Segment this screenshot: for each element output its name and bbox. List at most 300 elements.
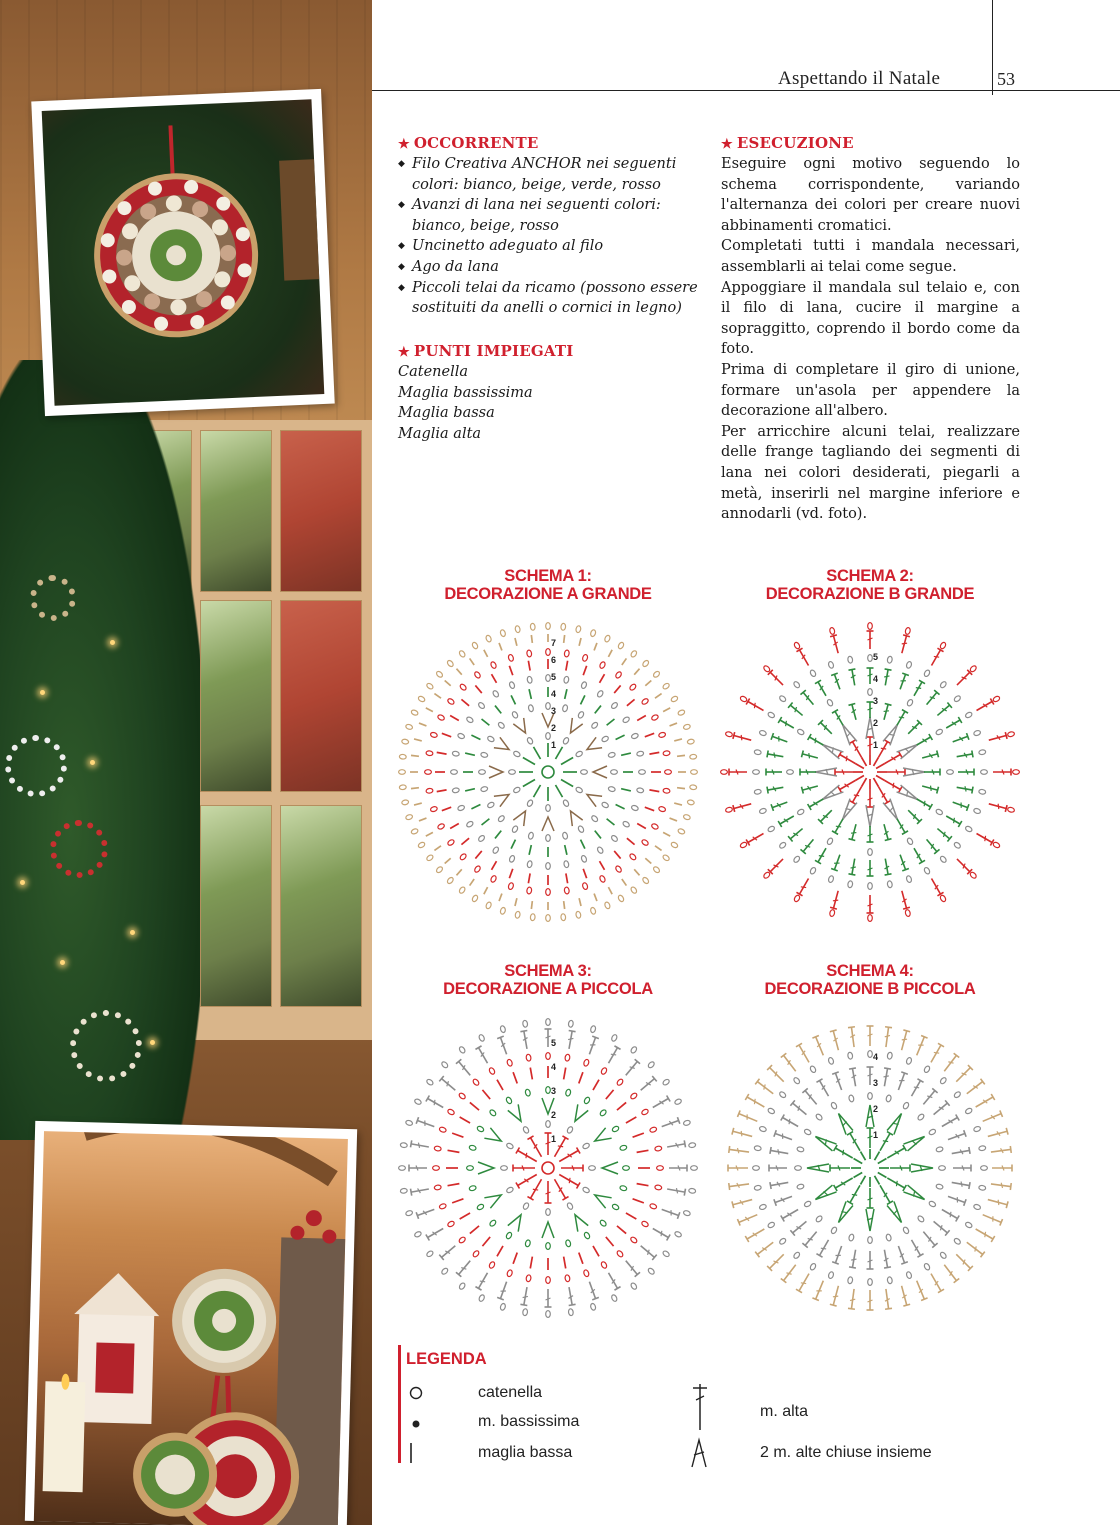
stitch-mark	[652, 866, 660, 874]
center-ring	[542, 1162, 554, 1174]
stitch-mark	[465, 753, 475, 755]
stitch-mark	[458, 1282, 466, 1290]
stitch-mark	[877, 1184, 893, 1205]
stitch-mark	[599, 875, 606, 883]
stitch-mark	[487, 735, 495, 742]
stitch-mark	[812, 1279, 826, 1300]
stitches-section	[398, 342, 698, 444]
round-number: 2	[551, 1110, 557, 1120]
stitch-mark	[605, 1271, 620, 1290]
stitch-mark	[651, 1225, 670, 1240]
legend-label: m. alta	[760, 1403, 809, 1420]
stitch-mark	[416, 1117, 435, 1130]
stitch-mark	[600, 861, 605, 870]
ornament-photo	[70, 1010, 142, 1082]
stitch-mark	[616, 1078, 624, 1086]
round-number: 6	[551, 655, 557, 665]
stitch-mark	[448, 1184, 460, 1186]
stitch-mark	[426, 1250, 434, 1258]
stitch-mark	[729, 769, 747, 776]
stitch-mark	[801, 751, 818, 762]
stitch-mark	[797, 808, 805, 815]
stitch-mark	[987, 1196, 1008, 1208]
stitch-mark	[898, 1285, 910, 1306]
stitch-mark	[526, 799, 533, 807]
stitch-mark	[562, 737, 569, 745]
stitch-mark	[661, 1206, 680, 1219]
stitch-mark	[868, 1279, 873, 1286]
stitch-mark	[497, 1246, 503, 1256]
stitch-mark	[939, 894, 946, 902]
paragraph: Prima di completare il giro di unione, formare un'asola per appendere la decorazione all'albero.	[721, 361, 1020, 420]
stitch-mark	[500, 907, 506, 915]
stitch-mark	[928, 1128, 936, 1135]
stitch-mark	[745, 1094, 766, 1110]
stitch-mark	[849, 823, 860, 840]
stitch-mark	[456, 1258, 473, 1276]
round-number: 5	[551, 1038, 557, 1048]
stitch-mark	[828, 1057, 835, 1065]
stitch-mark	[526, 1054, 532, 1061]
stitch-mark	[575, 750, 583, 757]
stitch-mark	[522, 1126, 529, 1134]
stitch-mark	[447, 698, 455, 706]
stitch-mark	[890, 1165, 910, 1172]
stitch-mark	[739, 841, 747, 848]
stitch-mark	[459, 683, 467, 691]
stitch-mark	[969, 871, 977, 879]
stitch-mark	[895, 1072, 908, 1091]
stitch-mark	[565, 845, 567, 855]
stitch-mark	[881, 703, 892, 720]
stitch-mark	[515, 898, 517, 906]
stitch-mark	[599, 1219, 607, 1227]
stitch-mark	[767, 784, 784, 794]
stitch-mark	[638, 1243, 656, 1260]
round-number: 5	[551, 672, 557, 682]
stitch-mark	[520, 1287, 530, 1306]
stitch-mark	[793, 894, 800, 902]
stitch-mark	[531, 635, 532, 643]
stitch-mark	[513, 808, 530, 826]
stitch-mark	[936, 1184, 944, 1190]
stitch-mark	[558, 1171, 581, 1188]
stitch-mark	[546, 1121, 551, 1128]
legend-label: 2 m. alte chiuse insieme	[760, 1444, 932, 1461]
stitch-mark	[584, 737, 602, 754]
paragraph: Appoggiare il mandala sul telaio e, con il filo di lana, cucire il margine a sopraggitto, coprendo il bordo come da foto.	[721, 279, 1020, 358]
stitch-mark	[581, 770, 588, 775]
mandala-ornament-image	[42, 99, 325, 405]
stitch-mark	[737, 1211, 758, 1225]
list-item: ◆ Filo Creativa ANCHOR nei seguenti colori: bianco, beige, verde, rosso	[398, 154, 708, 195]
stitch-mark	[753, 1166, 760, 1171]
stitch-mark	[500, 629, 506, 637]
stitch-mark	[923, 669, 930, 677]
stitch-mark	[802, 1088, 819, 1106]
stitch-mark	[482, 1237, 490, 1246]
stitch-mark	[641, 839, 649, 847]
stitch-mark	[809, 669, 816, 677]
stitch-mark	[594, 643, 597, 650]
stitch-mark	[437, 790, 447, 792]
stitch-mark	[570, 1212, 588, 1232]
stitch-mark	[778, 813, 795, 827]
stitch-mark	[594, 894, 597, 901]
stitch-mark	[816, 1079, 831, 1098]
stitch-mark	[610, 834, 618, 842]
stitch-mark	[466, 716, 474, 724]
stitch-mark	[593, 766, 607, 778]
stitch-mark	[815, 680, 829, 697]
star-icon: ★	[721, 137, 733, 152]
stitch-mark	[876, 776, 885, 781]
stitch-mark	[592, 1190, 612, 1208]
round-number: 2	[873, 1104, 879, 1114]
stitch-mark	[490, 875, 497, 883]
stitch-mark	[763, 871, 771, 879]
stitch-mark	[546, 703, 551, 710]
stitch-mark	[754, 749, 761, 755]
stitch-mark	[755, 1079, 775, 1097]
round-number: 4	[873, 674, 879, 684]
round-number: 7	[551, 638, 557, 648]
stitch-mark	[906, 837, 913, 845]
stitch-mark	[981, 1110, 1002, 1124]
stitch-mark	[561, 1165, 583, 1172]
stitch-mark	[466, 820, 474, 828]
stitch-mark	[642, 876, 650, 884]
stitch-mark	[439, 1126, 447, 1133]
stitch-mark	[956, 750, 973, 760]
stitch-mark	[509, 869, 512, 878]
slip-stitch-icon	[409, 1415, 425, 1431]
stitch-mark	[649, 1126, 657, 1133]
stitch-mark	[848, 1288, 858, 1309]
stitch-mark	[399, 1166, 406, 1171]
stitch-mark	[898, 1030, 910, 1051]
stitch-mark	[759, 730, 767, 737]
stitch-mark	[674, 1098, 682, 1105]
stitch-mark	[848, 669, 858, 686]
stitch-mark	[868, 1093, 873, 1100]
stitch-mark	[562, 832, 568, 840]
stitch-mark	[861, 1152, 866, 1161]
stitch-mark	[405, 1210, 413, 1216]
stitch-mark	[411, 788, 419, 789]
stitch-mark	[566, 1126, 573, 1134]
stitch-mark	[546, 1243, 551, 1250]
stitch-mark	[616, 735, 625, 739]
stitch-mark	[626, 1117, 636, 1123]
stitch-mark	[674, 803, 682, 805]
stitch-mark	[606, 1090, 614, 1099]
stitch-mark	[849, 740, 864, 759]
stitch-mark	[475, 851, 481, 859]
stitch-mark	[562, 704, 568, 712]
stitch-mark	[482, 719, 490, 725]
stitch-mark	[641, 698, 649, 706]
stitch-mark	[458, 1046, 466, 1054]
stitch-mark	[446, 659, 454, 667]
stitch-mark	[956, 784, 973, 794]
list-item: Maglia bassissima	[398, 384, 533, 401]
round-number: 3	[551, 1086, 557, 1096]
stitch-mark	[566, 1031, 576, 1050]
stitch-mark	[592, 1128, 612, 1146]
stitch-mark	[526, 737, 533, 745]
stitch-mark	[513, 750, 521, 757]
stitch-mark	[530, 1257, 532, 1269]
stitch-mark	[565, 1239, 571, 1247]
stitch-mark	[826, 699, 833, 707]
stitch-mark	[883, 722, 901, 745]
stitch-mark	[768, 670, 786, 688]
star-icon: ★	[398, 345, 410, 360]
stitch-mark	[886, 1234, 892, 1242]
stitch-mark	[809, 867, 816, 875]
stitch-mark	[906, 661, 913, 669]
stitch-mark	[623, 1059, 640, 1077]
stitch-mark	[456, 669, 461, 675]
stitch-mark	[619, 1185, 627, 1191]
stitch-mark	[411, 1140, 430, 1150]
stitch-mark	[411, 1186, 430, 1196]
stitch-mark	[993, 769, 1011, 776]
stitch-mark	[591, 815, 599, 823]
stitch-mark	[832, 817, 846, 834]
stitch-mark	[566, 1287, 576, 1306]
stitch-mark	[478, 1034, 485, 1042]
stitch-mark	[417, 695, 425, 702]
stitch-mark	[867, 860, 874, 876]
stitch-mark	[497, 1281, 510, 1300]
stitch-mark	[545, 1181, 552, 1203]
stitch-mark	[755, 1239, 775, 1257]
stitch-mark	[849, 1068, 859, 1087]
stitch-mark	[451, 770, 458, 775]
stitch-mark	[904, 1133, 927, 1151]
legend-title: LEGENDA	[406, 1350, 487, 1368]
stitch-mark	[565, 718, 582, 736]
stitch-mark	[546, 889, 551, 896]
stitch-mark	[651, 1095, 670, 1110]
stitch-mark	[992, 695, 1000, 702]
stitch-mark	[558, 1147, 581, 1164]
stitch-mark	[509, 681, 516, 689]
stitch-mark	[663, 750, 670, 756]
stitch-mark	[633, 1199, 644, 1203]
stitch-mark	[460, 1117, 470, 1123]
stitch-mark	[472, 1250, 480, 1258]
stitch-mark	[990, 1180, 1011, 1190]
stitch-mark	[973, 730, 981, 737]
ornament-photo	[30, 575, 76, 621]
stitch-mark	[921, 751, 938, 762]
stitch-mark	[564, 1068, 566, 1080]
stitch-mark	[482, 1090, 490, 1099]
stitch-mark	[767, 1065, 786, 1084]
stitch-mark	[887, 769, 905, 776]
stitch-mark	[975, 830, 994, 845]
stitch-mark	[433, 1166, 440, 1171]
stitch-mark	[835, 1202, 853, 1225]
stitch-mark	[905, 909, 911, 917]
stitch-mark	[965, 1221, 973, 1228]
stitch-mark	[500, 1025, 506, 1033]
stitch-mark	[484, 650, 488, 657]
round-number: 3	[551, 706, 557, 716]
stitch-mark	[800, 690, 816, 707]
stitch-mark	[915, 796, 932, 810]
stitch-mark	[954, 670, 972, 688]
stitch-mark	[975, 698, 994, 713]
stitch-mark	[868, 623, 873, 630]
stitch-mark	[565, 808, 582, 826]
stitch-mark	[629, 683, 637, 691]
stitch-mark	[953, 1165, 971, 1172]
stitch-mark	[683, 814, 691, 820]
round-number: 3	[873, 696, 879, 706]
stitch-mark	[831, 673, 843, 690]
stitch-mark	[868, 915, 873, 922]
stitch-mark	[419, 723, 426, 726]
stitch-mark	[593, 1080, 599, 1090]
stitch-mark	[898, 635, 909, 654]
stitch-mark	[426, 1095, 445, 1110]
stitch-mark	[575, 911, 581, 919]
stitch-mark	[913, 1279, 927, 1300]
stitch-mark	[897, 785, 920, 803]
stitch-mark	[600, 1261, 607, 1269]
stitch-mark	[419, 818, 426, 821]
stitch-mark	[921, 1229, 938, 1247]
stitch-mark	[452, 751, 460, 757]
stitch-mark	[579, 1253, 583, 1264]
stitch-mark	[523, 780, 535, 787]
stitch-mark	[670, 695, 678, 702]
stitch-mark	[944, 717, 961, 731]
stitch-mark	[400, 1142, 407, 1148]
stitch-mark	[887, 1111, 905, 1134]
stitch-mark	[641, 1220, 649, 1227]
stitch-mark	[401, 799, 409, 805]
stitch-mark	[551, 1178, 568, 1201]
stitch-mark	[835, 1111, 853, 1134]
stitch-mark	[935, 808, 943, 815]
round-number: 4	[551, 689, 557, 699]
stitch-mark	[476, 1203, 484, 1210]
stitch-mark	[484, 1128, 504, 1146]
stitch-mark	[882, 1027, 892, 1048]
stitch-mark	[467, 1166, 474, 1171]
stitch-mark	[645, 733, 654, 736]
stitch-mark	[600, 1067, 607, 1075]
stitch-mark	[862, 778, 867, 787]
stitch-mark	[435, 866, 443, 874]
stitch-mark	[939, 1077, 947, 1085]
stitch-mark	[471, 641, 478, 649]
stitch-mark	[611, 770, 618, 775]
stitch-mark	[472, 1078, 480, 1086]
stitch-mark	[414, 803, 422, 805]
stitch-mark	[958, 769, 974, 776]
cluster-stitch-icon	[688, 1437, 710, 1469]
stitch-mark	[795, 1166, 802, 1171]
single-crochet-icon	[406, 1441, 422, 1465]
stitch-mark	[439, 1203, 447, 1210]
stitch-mark	[973, 1126, 981, 1133]
stitch-mark	[661, 1117, 680, 1130]
stitch-mark	[753, 770, 760, 775]
stitch-mark	[565, 1054, 571, 1061]
stitch-mark	[562, 799, 569, 807]
stitch-mark	[828, 661, 835, 669]
stitch-mark	[492, 674, 497, 683]
stitch-mark	[409, 1165, 427, 1172]
stitch-mark	[617, 641, 624, 649]
stitch-mark	[796, 1272, 812, 1293]
stitch-mark	[830, 1030, 842, 1051]
round-number: 1	[551, 740, 557, 750]
stitch-mark	[828, 1271, 835, 1279]
stitch-mark	[754, 1145, 761, 1151]
stitch-mark	[688, 1188, 695, 1194]
stitch-mark	[434, 1146, 441, 1152]
stitch-mark	[492, 861, 497, 870]
stitch-mark	[416, 1206, 435, 1219]
stitch-mark	[808, 796, 825, 810]
legend-label: maglia bassa	[478, 1444, 573, 1461]
stitch-mark	[802, 1229, 819, 1247]
star-icon: ★	[398, 137, 410, 152]
stitch-mark	[411, 709, 419, 716]
stitch-mark	[627, 699, 635, 705]
stitch-mark	[953, 1091, 961, 1099]
stitch-mark	[670, 818, 677, 821]
stitch-mark	[458, 886, 466, 894]
stitch-mark	[781, 1053, 799, 1073]
list-item: Catenella	[398, 364, 468, 380]
stitch-mark	[435, 670, 443, 678]
stitch-mark	[875, 1152, 880, 1161]
stitch-mark	[781, 1263, 799, 1283]
stitch-mark	[847, 656, 853, 663]
stitch-mark	[561, 780, 573, 787]
stitch-mark	[992, 1165, 1012, 1172]
stitch-mark	[529, 689, 531, 699]
crochet-diagram-3	[398, 1018, 698, 1318]
stitch-mark	[478, 834, 486, 842]
stitch-mark	[575, 786, 583, 793]
ornament-photo-bottom	[25, 1121, 357, 1525]
stitch-mark	[488, 1261, 495, 1269]
stitch-mark	[766, 769, 782, 776]
stitch-mark	[941, 1053, 959, 1073]
stitch-mark	[529, 845, 531, 855]
stitch-mark	[793, 1077, 801, 1085]
stitch-mark	[515, 625, 521, 633]
stitch-mark	[485, 635, 492, 643]
stitch-mark	[497, 1036, 510, 1055]
stitch-mark	[458, 1236, 466, 1244]
stitch-mark	[868, 689, 873, 696]
stitch-mark	[526, 650, 532, 657]
stitch-mark	[564, 901, 565, 909]
stitch-mark	[663, 788, 670, 794]
stitch-mark	[591, 721, 599, 729]
stitch-mark	[546, 863, 551, 870]
